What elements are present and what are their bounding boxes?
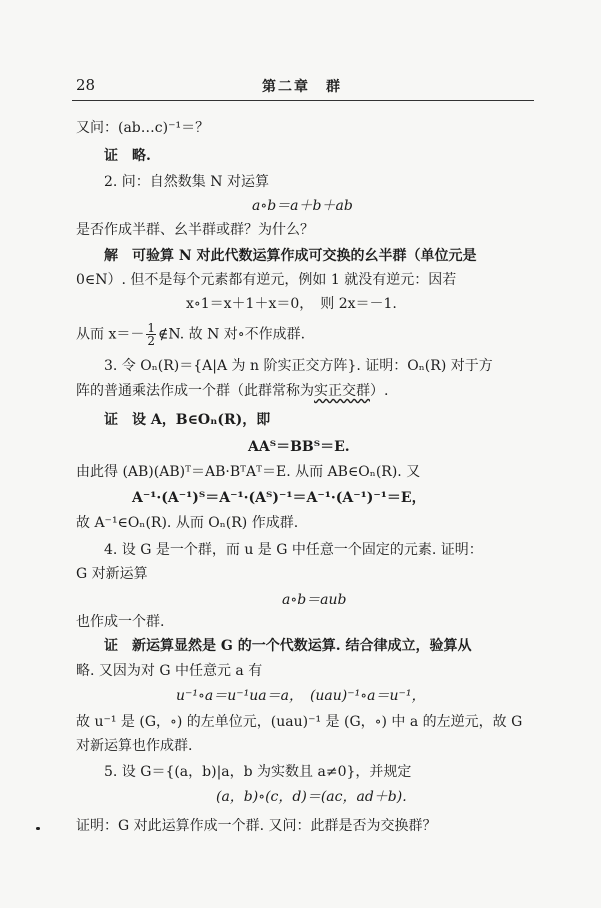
text-line-14: 由此得 (AB)(AB)ᵀ＝AB·BᵀAᵀ＝E. 从而 AB∈Oₙ(R). 又	[76, 464, 421, 480]
text-line-26: 5. 设 G＝{(a，b)|a，b 为实数且 a≠0}，并规定	[104, 764, 412, 780]
text-line-12: 证 设 A，B∈Oₙ(R)，即	[104, 412, 271, 428]
text-line-16: 故 A⁻¹∈Oₙ(R). 从而 Oₙ(R) 作成群.	[76, 515, 299, 531]
formula-line-27: (a，b)∘(c，d)＝(ac，ad＋b).	[216, 789, 407, 805]
text-line-1: 又问：(ab…c)⁻¹＝？	[76, 120, 210, 136]
text-line-22: 略. 又因为对 G 中任意元 a 有	[76, 663, 263, 679]
formula-line-4: a∘b＝a＋b＋ab	[252, 198, 353, 214]
page-number: 28	[76, 76, 96, 94]
emphasized-term: 实正交群	[314, 383, 370, 399]
text-line-9-b: ∉N. 故 N 对∘不作成群.	[158, 326, 306, 343]
formula-line-23: u⁻¹∘a＝u⁻¹ua＝a， (uau)⁻¹∘a＝u⁻¹，	[176, 688, 426, 704]
text-line-6: 解 可验算 N 对此代数运算作成可交换的幺半群（单位元是	[104, 248, 477, 264]
text-line-11	[76, 381, 388, 401]
ink-speck	[36, 827, 40, 830]
text-line-11-b: ）.	[370, 383, 389, 399]
fraction-one-half	[146, 322, 156, 347]
formula-line-15: A⁻¹·(A⁻¹)ᵀ＝A⁻¹·(Aᵀ)⁻¹＝A⁻¹·(A⁻¹)⁻¹＝E，	[132, 490, 426, 506]
text-line-9-a: 从而 x＝－	[76, 326, 145, 343]
text-line-9	[76, 322, 305, 347]
text-line-11-a: 阵的普通乘法作成一个群（此群常称为	[76, 383, 314, 399]
text-line-18: G 对新运算	[76, 566, 148, 582]
formula-line-13: AAᵀ＝BBᵀ＝E.	[248, 439, 350, 455]
text-line-17: 4. 设 G 是一个群，而 u 是 G 中任意一个固定的元素. 证明：	[104, 542, 483, 558]
text-line-21: 证 新运算显然是 G 的一个代数运算. 结合律成立，验算从	[104, 638, 472, 654]
header-rule	[72, 100, 534, 101]
text-line-25: 对新运算也作成群.	[76, 738, 193, 754]
text-line-28: 证明：G 对此运算作成一个群. 又问：此群是否为交换群？	[76, 818, 437, 834]
text-line-24: 故 u⁻¹ 是 (G，∘) 的左单位元，(uau)⁻¹ 是 (G，∘) 中 a 的左逆元，故 G	[76, 714, 523, 730]
fraction-numerator: 1	[147, 321, 155, 335]
text-line-5: 是否作成半群、幺半群或群？为什么？	[76, 222, 314, 238]
chapter-title: 第二章 群	[262, 79, 342, 95]
text-line-7: 0∈N）. 但不是每个元素都有逆元，例如 1 就没有逆元：因若	[76, 272, 457, 288]
text-line-3: 2. 问：自然数集 N 对运算	[104, 174, 269, 190]
fraction-denominator: 2	[147, 334, 155, 348]
text-line-2: 证 略.	[104, 148, 151, 164]
formula-line-8: x∘1＝x＋1＋x＝0， 则 2x＝－1.	[186, 296, 397, 312]
text-line-20: 也作成一个群.	[76, 614, 165, 630]
text-line-10: 3. 令 Oₙ(R)＝{A|A 为 n 阶实正交方阵}. 证明：Oₙ(R) 对于方	[104, 358, 493, 374]
formula-line-19: a∘b＝aub	[282, 592, 347, 608]
